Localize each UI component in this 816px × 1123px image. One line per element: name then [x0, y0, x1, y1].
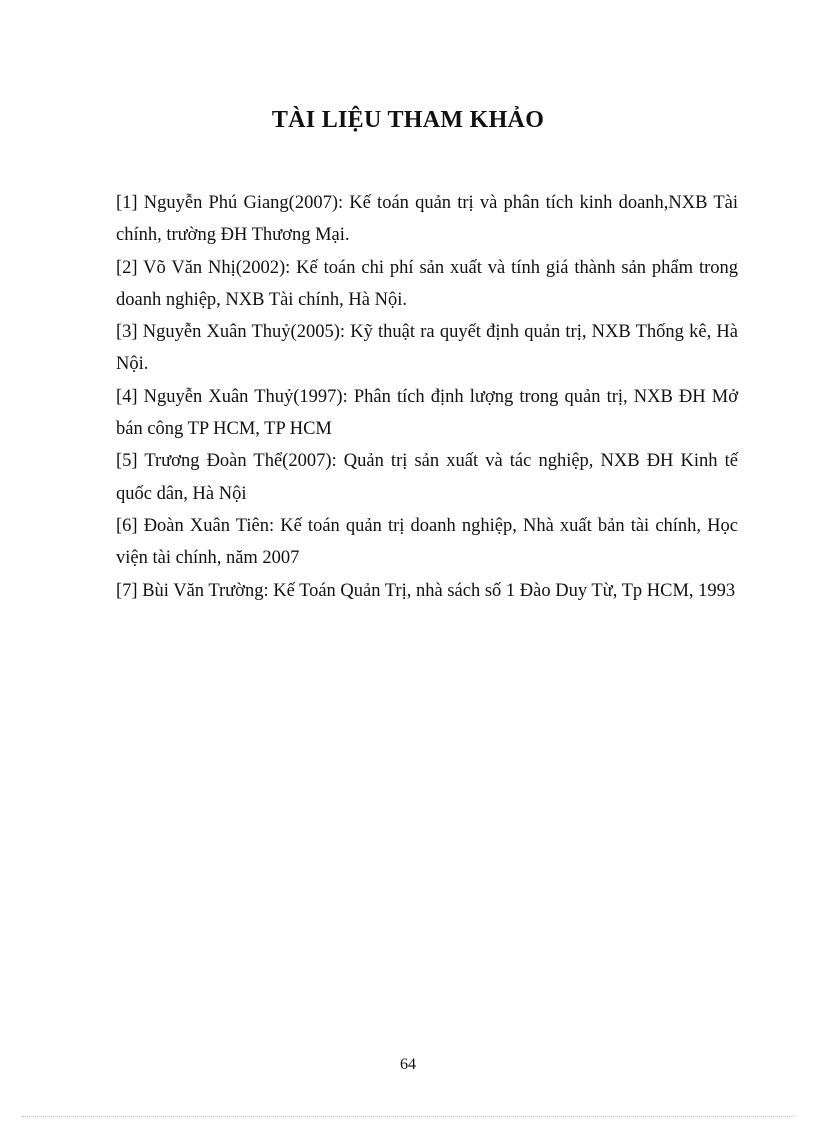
- reference-item-3: [3] Nguyễn Xuân Thuỷ(2005): Kỹ thuật ra quyết định quản trị, NXB Thống kê, Hà Nội.: [116, 322, 738, 375]
- reference-item-4: [4] Nguyễn Xuân Thuỷ(1997): Phân tích định lượng trong quản trị, NXB ĐH Mở bán công TP HCM, TP HCM: [116, 386, 738, 440]
- page-bottom-divider: [22, 1116, 794, 1117]
- reference-item-6: [6] Đoàn Xuân Tiên: Kế toán quản trị doanh nghiệp, Nhà xuất bản tài chính, Học viện tài chính, năm 2007: [116, 515, 738, 569]
- reference-list: [116, 187, 738, 607]
- reference-item-2: [2] Võ Văn Nhị(2002): Kế toán chi phí sản xuất và tính giá thành sản phẩm trong doanh nghiệp, NXB Tài chính, Hà Nội.: [116, 257, 738, 310]
- page-title: TÀI LIỆU THAM KHẢO: [271, 107, 545, 133]
- reference-item-7: [7] Bùi Văn Trường: Kế Toán Quản Trị, nhà sách số 1 Đào Duy Từ, Tp HCM, 1993: [116, 580, 736, 601]
- page-number: 64: [400, 1056, 416, 1073]
- reference-item-1: [1] Nguyễn Phú Giang(2007): Kế toán quản trị và phân tích kinh doanh,NXB Tài chính, trường ĐH Thương Mại.: [116, 193, 738, 246]
- reference-item-5: [5] Trương Đoàn Thể(2007): Quản trị sản xuất và tác nghiệp, NXB ĐH Kinh tế quốc dân, Hà Nội: [116, 451, 738, 504]
